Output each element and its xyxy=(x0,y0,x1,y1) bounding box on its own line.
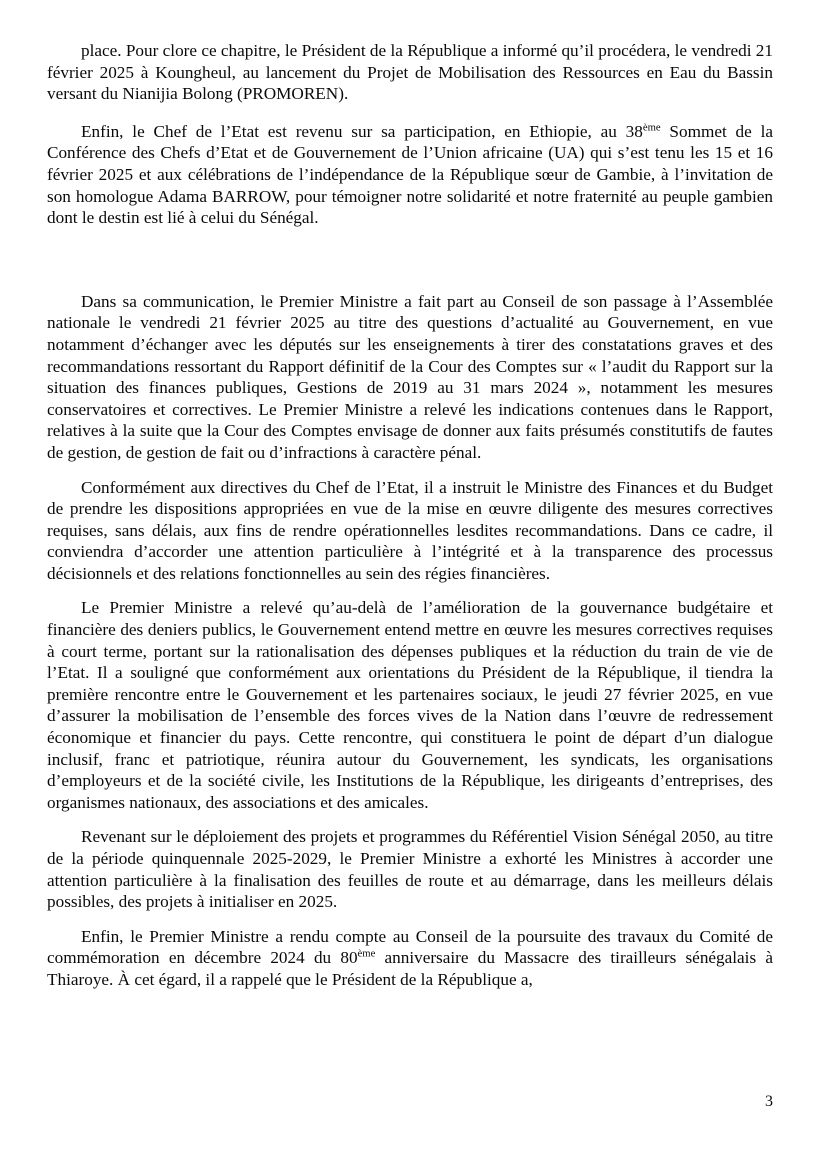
paragraph-7-text-before: Enfin, le Premier Ministre a rendu compte au Conseil de la poursuite des travaux du Comité de commémoration en décembre 2024 du 80 xyxy=(47,926,773,968)
paragraph-3: Dans sa communication, le Premier Ministre a fait part au Conseil de son passage à l’Assemblée nationale le vendredi 21 février 2025 au titre des questions d’actualité au Gouvernement, en vue notamment d’échanger avec les députés sur les enseignements à tirer des constatations graves et des recommandations ressortant du Rapport définitif de la Cour des Comptes sur « l’audit du Rapport sur la situation des finances publiques, Gestions de 2019 au 31 mars 2024 », notamment les mesures conservatoires et correctives. Le Premier Ministre a relevé les indications contenues dans le Rapport, relatives à la suite que la Cour des Comptes envisage de donner aux faits présumés constitutifs de fautes de gestion, de gestion de fait ou d’infractions à caractère pénal. xyxy=(47,291,773,462)
paragraph-2-text-before: Enfin, le Chef de l’Etat est revenu sur sa participation, en Ethiopie, au 38 xyxy=(81,121,643,141)
document-body xyxy=(47,40,773,991)
paragraph-2 xyxy=(47,121,773,229)
ordinal-suffix-80: ème xyxy=(357,948,376,960)
paragraph-7 xyxy=(47,926,773,991)
paragraph-7-text-after: anniversaire du Massacre des tirailleurs sénégalais à Thiaroye. À cet égard, il a rappelé que le Président de la République a, xyxy=(47,948,773,989)
paragraph-6: Revenant sur le déploiement des projets et programmes du Référentiel Vision Sénégal 2050, au titre de la période quinquennale 2025-2029, le Premier Ministre a exhorté les Ministres à accorder une attention particulière à la finalisation des feuilles de route et au démarrage, dans les meilleurs délais possibles, des projets à initialiser en 2025. xyxy=(47,827,773,912)
paragraph-2-text-after: Sommet de la Conférence des Chefs d’Etat et de Gouvernement de l’Union africaine (UA) qui s’est tenu les 15 et 16 février 2025 et aux célébrations de l’indépendance de la République sœur de Gambie, à l’invitation de son homologue Adama BARROW, pour témoigner notre solidarité et notre fraternité au peuple gambien dont le destin est lié à celui du Sénégal. xyxy=(47,121,773,228)
paragraph-5: Le Premier Ministre a relevé qu’au-delà de l’amélioration de la gouvernance budgétaire et financière des deniers publics, le Gouvernement entend mettre en œuvre les mesures correctives requises à court terme, portant sur la rationalisation des dépenses publiques et la réduction du train de vie de l’Etat. Il a souligné que conformément aux orientations du Président de la République, il tiendra la première rencontre entre le Gouvernement et les partenaires sociaux, le jeudi 27 février 2025, en vue d’assurer la mobilisation de l’ensemble des forces vives de la Nation dans l’œuvre de redressement économique et financier du pays. Cette rencontre, qui constituera le point de départ d’un dialogue inclusif, franc et patriotique, réunira autour du Gouvernement, les syndicats, les organisations d’employeurs et de la société civile, les Institutions de la République, les dirigeants d’entreprises, des organismes nationaux, des associations et des amicales. xyxy=(47,598,773,812)
paragraph-1: place. Pour clore ce chapitre, le Président de la République a informé qu’il procédera, le vendredi 21 février 2025 à Koungheul, au lancement du Projet de Mobilisation des Ressources en Eau du Bassin versant du Nianijia Bolong (PROMOREN). xyxy=(47,41,773,104)
paragraph-4: Conformément aux directives du Chef de l’Etat, il a instruit le Ministre des Finances et du Budget de prendre les dispositions appropriées en vue de la mise en œuvre diligente des mesures correctives requises, sans délais, aux fins de rendre opérationnelles lesdites recommandations. Dans ce cadre, il conviendra d’accorder une attention particulière à l’intégrité et à la transparence des processus décisionnels et des relations fonctionnelles au sein des régies financières. xyxy=(47,477,773,583)
ordinal-suffix-38: ème xyxy=(642,122,661,134)
page-number: 3 xyxy=(765,1093,773,1110)
